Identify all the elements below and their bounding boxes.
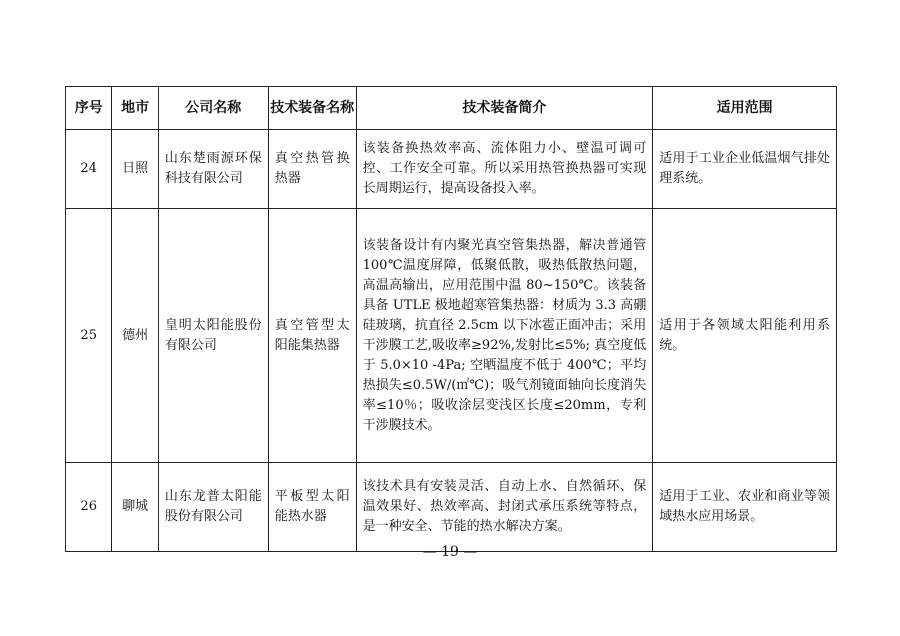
table-row [66, 130, 837, 209]
equipment-table [65, 86, 837, 552]
header-scope: 适用范围 [653, 87, 837, 130]
row-city: 日照 [112, 130, 158, 209]
header-equipment: 技术装备名称 [268, 87, 356, 130]
row-no: 25 [66, 209, 112, 463]
row-company: 山东龙普太阳能股份有限公司 [158, 463, 268, 552]
row-equipment: 真空热管换热器 [268, 130, 356, 209]
row-no: 24 [66, 130, 112, 209]
row-description: 该技术具有安装灵活、自动上水、自然循环、保温效果好、热效率高、封闭式承压系统等特点，是一种安全、节能的热水解决方案。 [356, 463, 653, 552]
row-company: 皇明太阳能股份有限公司 [158, 209, 268, 463]
row-city: 德州 [112, 209, 158, 463]
header-description: 技术装备简介 [356, 87, 653, 130]
row-equipment: 平板型太阳能热水器 [268, 463, 356, 552]
row-city: 聊城 [112, 463, 158, 552]
row-equipment: 真空管型太阳能集热器 [268, 209, 356, 463]
row-company: 山东楚雨源环保科技有限公司 [158, 130, 268, 209]
row-no: 26 [66, 463, 112, 552]
header-no: 序号 [66, 87, 112, 130]
header-city: 地市 [112, 87, 158, 130]
table-row [66, 463, 837, 552]
row-scope: 适用于工业、农业和商业等领域热水应用场景。 [653, 463, 837, 552]
table-row [66, 209, 837, 463]
row-description: 该装备设计有内聚光真空管集热器，解决普通管 100℃温度屏障，低聚低散，吸热低散热问题，高温高输出，应用范围中温 80~150℃。该装备具备 UTLE 极地超寒管集热器：材质为 3.3 高硼硅玻璃，抗直径 2.5cm 以下冰雹正面冲击；采用干涉膜工艺,吸收率≥92%,发射比≤5%; 真空度低于 5.0×10 -4Pa; 空晒温度不低于 400℃；平均热损失≤0.5W/(㎡℃)；吸气剂镜面轴向长度消失率≤10％；吸收涂层变浅区长度≤20mm，专利干涉膜技术。 [356, 209, 653, 463]
header-company: 公司名称 [158, 87, 268, 130]
row-description: 该装备换热效率高、流体阻力小、壁温可调可控、工作安全可靠。所以采用热管换热器可实现长周期运行，提高设备投入率。 [356, 130, 653, 209]
page-number: — 19 — [422, 544, 478, 560]
row-scope: 适用于工业企业低温烟气排处理系统。 [653, 130, 837, 209]
row-scope: 适用于各领域太阳能利用系统。 [653, 209, 837, 463]
table-header-row [66, 87, 837, 130]
